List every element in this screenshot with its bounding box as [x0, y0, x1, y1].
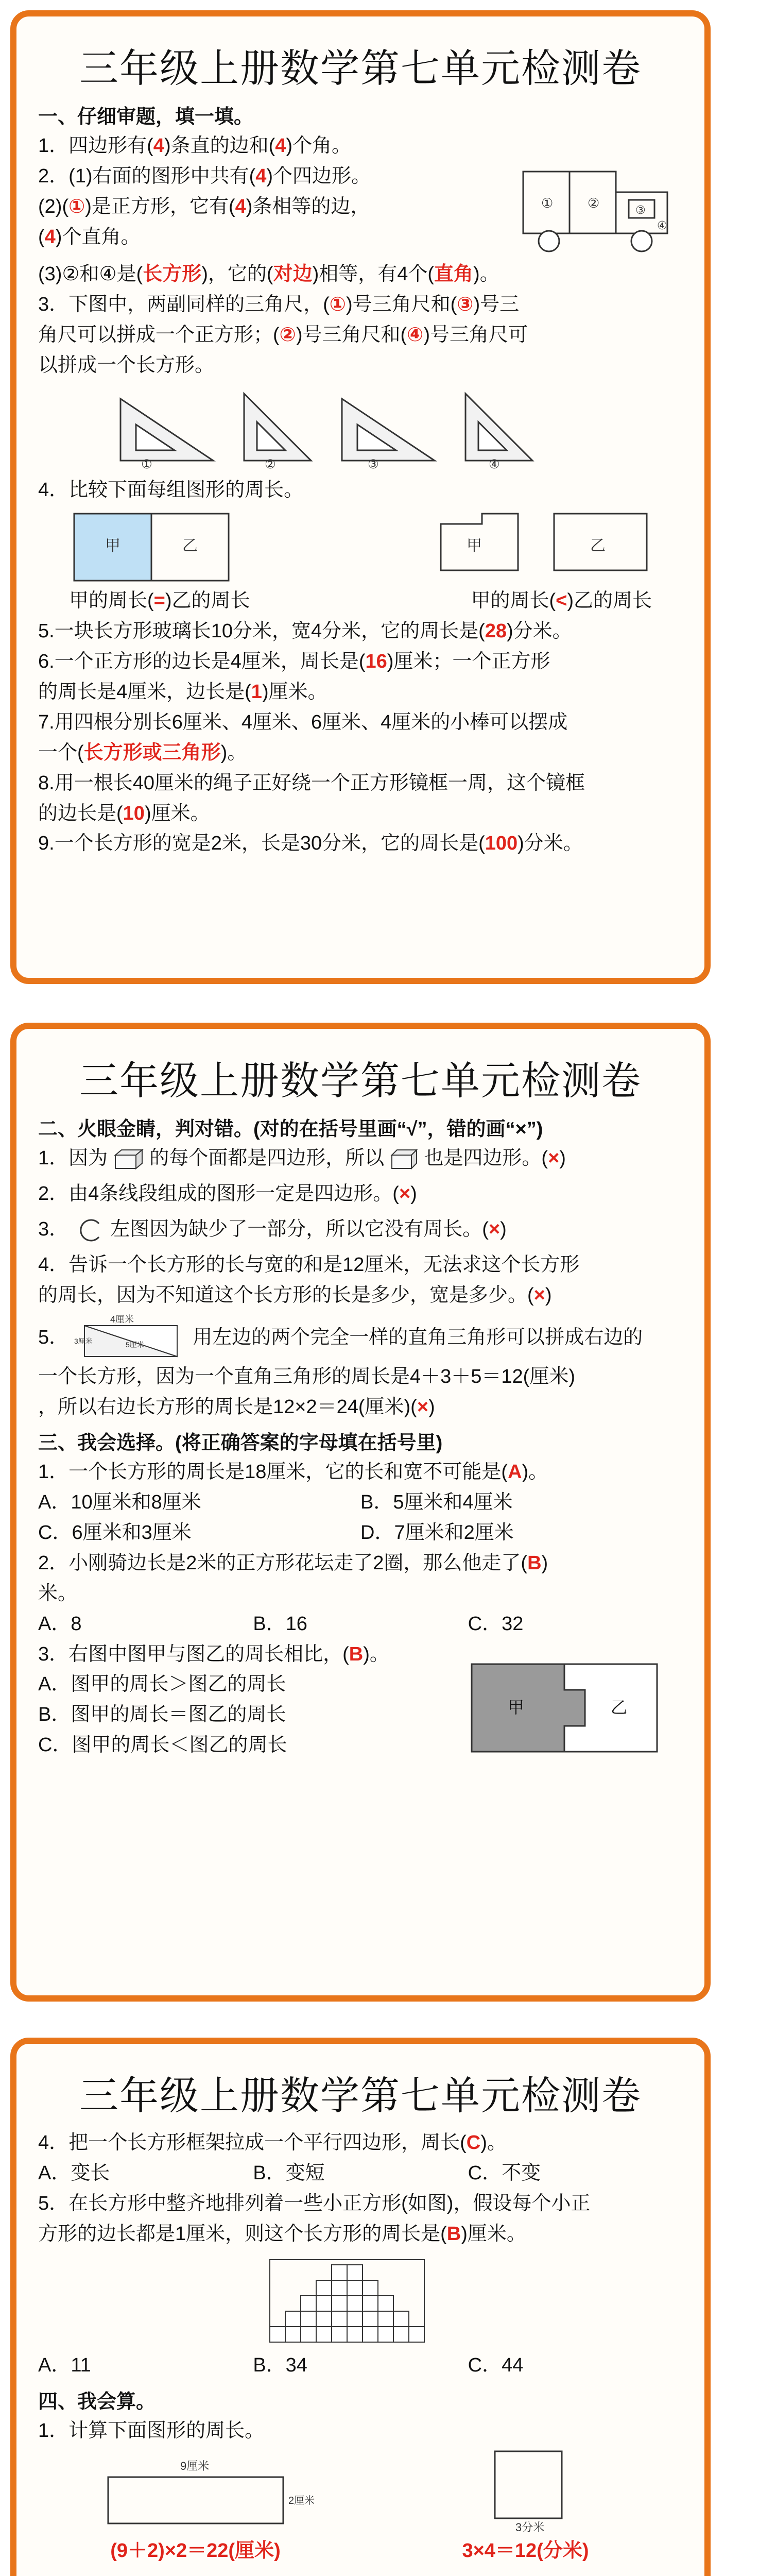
choice-1: 1．一个长方形的周长是18厘米，它的长和宽不可能是(A)。 [38, 1461, 548, 1483]
section-heading: 一、仔细审题，填一填。 [38, 106, 254, 128]
compare-figure-1 [69, 509, 239, 586]
question-4: 4．比较下面每组图形的周长。 [38, 479, 304, 501]
calc-figure-3 [38, 2571, 353, 2576]
question-2-block: 2．(1)右面的图形中共有(4)个四边形。 (2)(①)是正方形，它有(4)条相等的边， (4)个直角。 ① ② ③ ④ [38, 161, 683, 259]
svg-text:甲: 甲 [508, 1698, 525, 1717]
truck-shape-figure [513, 161, 683, 259]
svg-text:③: ③ [635, 203, 646, 216]
svg-text:乙: 乙 [611, 1698, 628, 1717]
choice-1-options-row-2 [38, 1518, 683, 1548]
svg-text:①: ① [541, 195, 554, 211]
judge-2: 2．由4条线段组成的图形一定是四边形。(×) [38, 1182, 417, 1205]
svg-text:3厘米: 3厘米 [74, 1337, 93, 1346]
option: B．34 [253, 2354, 307, 2376]
question-4-answers: 甲的周长(=)乙的周长 甲的周长(<)乙的周长 [69, 590, 652, 612]
jia-yi-figure [461, 1654, 667, 1757]
option: C．44 [468, 2354, 524, 2376]
svg-text:4厘米: 4厘米 [110, 1314, 134, 1325]
section-heading-choice: 三、我会选择。(将正确答案的字母填在括号里) [38, 1432, 443, 1454]
choice-4: 4．把一个长方形框架拉成一个平行四边形，周长(C)。 [38, 2132, 507, 2154]
svg-text:2厘米: 2厘米 [288, 2495, 315, 2507]
svg-text:④: ④ [657, 218, 667, 232]
question-6: 6.一个正方形的边长是4厘米，周长是(16)厘米；一个正方形 的周长是4厘米，边长是(1)厘米。 [38, 651, 550, 703]
svg-text:②: ② [265, 457, 276, 472]
option: D．7厘米和2厘米 [360, 1522, 514, 1544]
rectangle-figure [88, 2456, 315, 2534]
page-title: 三年级上册数学第七单元检测卷 [79, 1060, 642, 1103]
option: C．不变 [468, 2162, 541, 2184]
question-1: 1．四边形有(4)条直的边和(4)个角。 [38, 135, 352, 157]
choice-2: 2．小刚骑边长是2米的正方形花坛走了2圈，那么他走了(B) 米。 [38, 1552, 548, 1604]
option: A．8 [38, 1613, 82, 1635]
choice-5: 5．在长方形中整齐地排列着一些小正方形(如图)，假设每个小正 方形的边长都是1厘米，则这个长方形的周长是(B)厘米。 [38, 2192, 591, 2245]
option: B．16 [253, 1613, 307, 1635]
svg-text:①: ① [141, 457, 152, 472]
triangle-rulers-figure [110, 383, 759, 471]
option: A．11 [38, 2354, 91, 2376]
option: C．32 [468, 1613, 524, 1635]
question-3: 3．下图中，两副同样的三角尺，(①)号三角尺和(③)号三 角尺可以拼成一个正方形；(②)号三角尺和(④)号三角尺可 以拼成一个长方形。 [38, 293, 528, 376]
option: A．变长 [38, 2162, 110, 2184]
square-figure [464, 2446, 588, 2534]
choice-3: 3．右图中图甲与图乙的周长相比，(B)。 [38, 1643, 389, 1665]
svg-text:乙: 乙 [182, 537, 198, 555]
calc-figures-grid [38, 2446, 683, 2576]
l-shape-figure [103, 2571, 288, 2576]
choice-5-options [38, 2350, 683, 2381]
question-7: 7.用四根分别长6厘米、4厘米、6厘米、4厘米的小棒可以摆成 一个(长方形或三角形)。 [38, 711, 568, 764]
svg-text:甲: 甲 [105, 537, 120, 555]
calc-title: 1．计算下面图形的周长。 [38, 2420, 265, 2442]
right-triangles-figure [74, 1315, 187, 1362]
section-heading-calc: 四、我会算。 [38, 2391, 156, 2413]
option: C．6厘米和3厘米 [38, 1522, 192, 1544]
svg-text:④: ④ [489, 457, 500, 472]
cube-icon [113, 1148, 144, 1171]
choice-1-options-row-1 [38, 1487, 683, 1518]
svg-text:5厘米: 5厘米 [125, 1341, 144, 1349]
svg-text:乙: 乙 [590, 537, 606, 555]
option: B．5厘米和4厘米 [360, 1492, 513, 1514]
judge-5: 5． 4厘米 3厘米 5厘米 用左边的两个完全一样的直角三角形可以拼成右边的 一个长方形，因为一个直角三角形的周长是4＋3＋5＝12(厘米) ，所以右边长方形的周长是12×2＝24(厘米)(×) [38, 1314, 643, 1418]
option: A．10厘米和8厘米 [38, 1492, 201, 1514]
svg-text:③: ③ [368, 457, 379, 472]
question-5: 5.一块长方形玻璃长10分米，宽4分米，它的周长是(28)分米。 [38, 620, 572, 642]
option: C．图甲的周长＜图乙的周长 [38, 1734, 287, 1756]
question-9: 9.一个长方形的宽是2米，长是30分米，它的周长是(100)分米。 [38, 833, 583, 855]
judge-3: 3． 左图因为缺少了一部分，所以它没有周长。(×) [38, 1214, 683, 1245]
compare-figure-2 [436, 509, 652, 586]
calc-figure-4 [368, 2571, 683, 2576]
worksheet-page-1 [10, 10, 711, 984]
page-title: 三年级上册数学第七单元检测卷 [79, 2075, 642, 2118]
section-heading: 二、火眼金睛，判对错。(对的在括号里画“√”，错的画“×”) [38, 1118, 543, 1140]
judge-1: 1．因为 的每个面都是四边形，所以 也是四边形。(×) [38, 1143, 683, 1174]
cuboid-icon [390, 1148, 419, 1171]
option: B．图甲的周长＝图乙的周长 [38, 1704, 286, 1726]
judge-4: 4．告诉一个长方形的长与宽的和是12厘米，无法求这个长方形 的周长，因为不知道这个长方形的长是多少，宽是多少。(×) [38, 1253, 580, 1306]
worksheet-page-3 [10, 2038, 711, 2576]
option: B．变短 [253, 2162, 325, 2184]
staircase-squares-figure [265, 2255, 435, 2347]
choice-2-options [38, 1609, 683, 1639]
svg-text:9厘米: 9厘米 [180, 2460, 209, 2473]
choice-4-options [38, 2158, 683, 2189]
calc-figure-1 [38, 2456, 353, 2566]
page-title: 三年级上册数学第七单元检测卷 [79, 47, 642, 91]
question-8: 8.用一根长40厘米的绳子正好绕一个正方形镜框一周，这个镜框 的边长是(10)厘米。 [38, 772, 585, 824]
question-4-figures [38, 505, 683, 586]
svg-text:3分米: 3分米 [515, 2521, 544, 2534]
svg-text:②: ② [588, 195, 600, 211]
question-2-part-3: (3)②和④是(长方形)，它的(对边)相等，有4个(直角)。 [38, 263, 499, 285]
notched-shape-figure [449, 2571, 603, 2576]
choice-3-block [38, 1669, 683, 1760]
calc-figure-2 [368, 2446, 683, 2566]
worksheet-page-2 [10, 1023, 711, 2002]
svg-text:甲: 甲 [467, 537, 482, 555]
calc-answer-1: (9＋2)×2＝22(厘米) [110, 2540, 281, 2562]
broken-circle-icon [74, 1217, 105, 1243]
option: A．图甲的周长＞图乙的周长 [38, 1673, 286, 1696]
calc-answer-2: 3×4＝12(分米) [462, 2540, 589, 2562]
